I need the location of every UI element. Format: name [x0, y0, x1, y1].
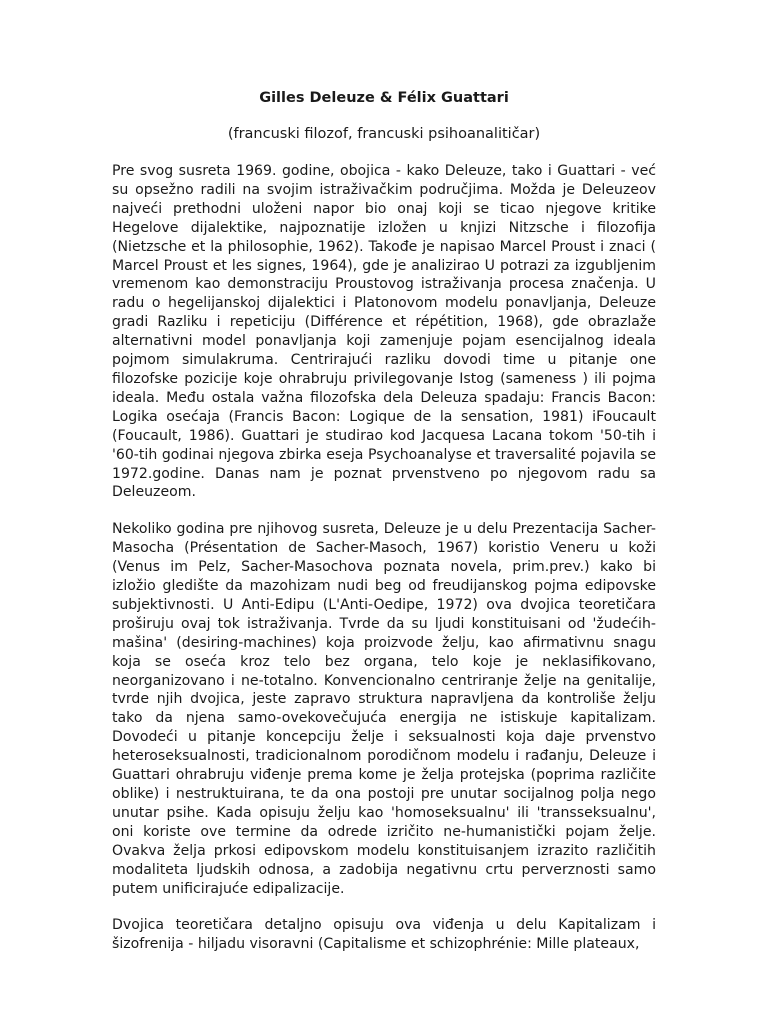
document-subtitle: (francuski filozof, francuski psihoanalitičar) [227, 126, 541, 142]
paragraph-3: Dvojica teoretičara detaljno opisuju ova viđenja u delu Kapitalizam i šizofrenija - hiljadu visoravni (Capitalisme et schizophrénie: Mille plateaux, [112, 917, 656, 953]
paragraph-1: Pre svog susreta 1969. godine, obojica - kako Deleuze, tako i Guattari - već su opsežno radili na svojim istraživačkim područjima. Možda je Deleuzeov najveći prethodni uloženi napor bio onaj koji se ticao njegove kritike Hegelove dijalektike, najpoznatije izložen u knjizi Nitzsche i filozofija (Nietzsche et la philosophie, 1962). Takođe je napisao Marcel Proust i znaci ( Marcel Proust et les signes, 1964), gde je analizirao U potrazi za izgubljenim vremenom kao demonstraciju Proustovog istraživanja procesa značenja. U radu o hegelijanskoj dijalektici i Platonovom modelu ponavljanja, Deleuze gradi Razliku i repeticiju (Différence et répétition, 1968), gde obrazlaže alternativni model ponavljanja koji zamenjuje pojam esencijalnog ideala pojmom simulakruma. Centrirajući razliku dovodi time u pitanje one filozofske pozicije koje ohrabruju privilegovanje Istog (sameness ) ili pojma ideala. Među ostala važna filozofska dela Deleuza spadaju: Francis Bacon: Logika osećaja (Francis Bacon: Logique de la sensation, 1981) iFoucault (Foucault, 1986). Guattari je studirao kod Jacquesa Lacana tokom '50-tih i '60-tih godinai njegova zbirka eseja Psychoanalyse et traversalité pojavila se 1972.godine. Danas nam je poznat prvenstveno po njegovom radu sa Deleuzeom. [112, 163, 656, 501]
paragraph-2: Nekoliko godina pre njihovog susreta, Deleuze je u delu Prezentacija Sacher-Masocha (Présentation de Sacher-Masoch, 1967) koristio Veneru u koži (Venus im Pelz, Sacher-Masochova poznata novela, prim.prev.) kako bi izložio gledište da mazohizam nudi beg od freudijanskog pojma edipovske subjektivnosti. U Anti-Edipu (L'Anti-Oedipe, 1972) ova dvojica teoretičara proširuju ovaj tok istraživanja. Tvrde da su ljudi konstituisani od 'žudećih-mašina' (desiring-machines) koja proizvode želju, kao afirmativnu snagu koja se oseća kroz telo bez organa, telo koje je neklasifikovano, neorganizovano i ne-totalno. Konvencionalno centriranje želje na genitalije, tvrde njih dvojica, jeste zapravo struktura napravljena da kontroliše želju tako da njena samo-ovekovečujuća energija ne istiskuje kapitalizam. Dovodeći u pitanje koncepciju želje i seksualnosti koja daje prvenstvo heteroseksualnosti, tradicionalnom porodičnom modelu i rađanju, Deleuze i Guattari ohrabruju viđenje prema kome je želja protejska (poprima različite oblike) i nestruktuirana, te da ona postoji pre unutar socijalnog polja nego unutar psihe. Kada opisuju želju kao 'homoseksualnu' ili 'transseksualnu', oni koriste ove termine da odrede izričito ne-humanistički pojam želje. Ovakva želja prkosi edipovskom modelu konstituisanjem izrazito različitih modaliteta ljudskih odnosa, a zadobija negativnu crtu perverznosti samo putem unificirajuće edipalizacije. [112, 521, 656, 897]
document-title: Gilles Deleuze & Félix Guattari [259, 90, 509, 106]
document-page [112, 88, 656, 972]
